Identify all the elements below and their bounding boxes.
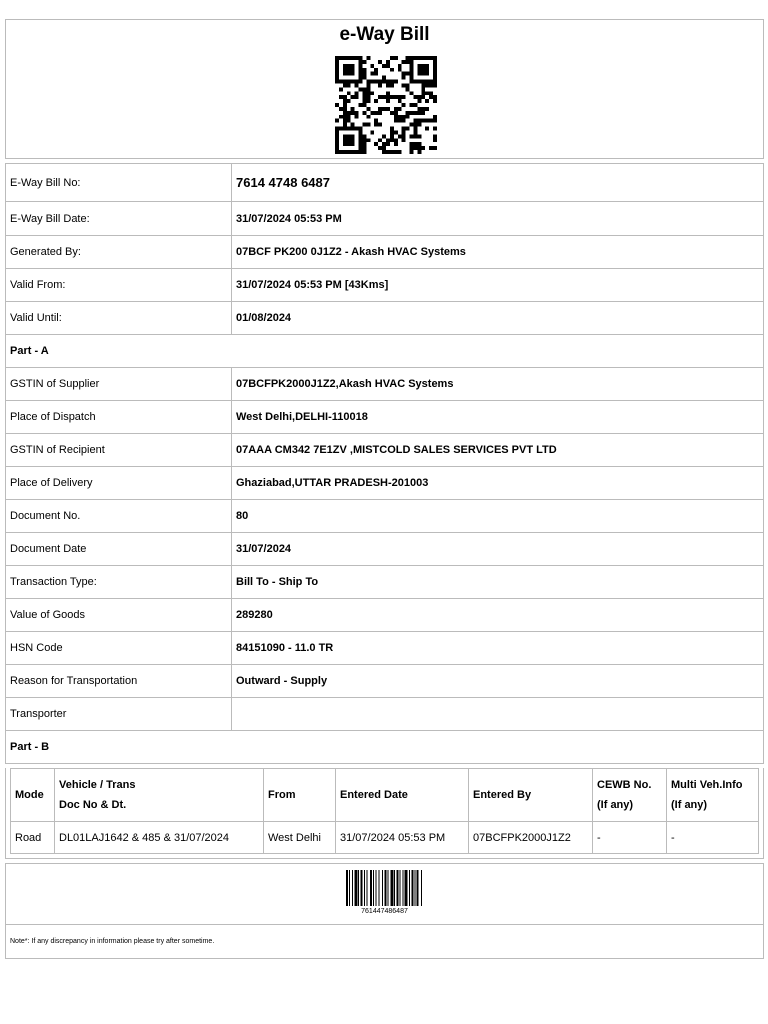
qr-code <box>334 56 438 154</box>
row-eway-bill-no <box>6 164 763 202</box>
header-section <box>5 19 764 159</box>
row-part-a <box>6 368 763 401</box>
value: 01/08/2024 <box>236 312 292 324</box>
barcode-number: 761447486487 <box>361 908 408 915</box>
label: GSTIN of Recipient <box>6 434 232 466</box>
label: Transaction Type: <box>6 566 232 598</box>
value: Outward - Supply <box>236 675 328 687</box>
value: 84151090 - 11.0 TR <box>236 642 334 654</box>
part-a-heading <box>6 335 763 368</box>
label: Place of Delivery <box>6 467 232 499</box>
row-generated-by <box>6 236 763 269</box>
td-from: West Delhi <box>264 822 336 854</box>
value: 07AAA CM342 7E1ZV ,MISTCOLD SALES SERVICES PVT LTD <box>236 444 557 456</box>
details-table <box>5 163 764 764</box>
barcode <box>346 870 426 906</box>
part-b-heading <box>6 731 763 764</box>
td-cewb: - <box>593 822 667 854</box>
th-entered-date: Entered Date <box>336 769 469 822</box>
label: Place of Dispatch <box>6 401 232 433</box>
th-multi-line2: (If any) <box>671 799 708 811</box>
label: Valid Until: <box>6 302 232 334</box>
vehicle-table-row <box>11 822 759 854</box>
row-part-a <box>6 533 763 566</box>
vehicle-table-header <box>11 769 759 822</box>
value: 31/07/2024 <box>236 543 292 555</box>
row-eway-bill-date <box>6 202 763 236</box>
th-multi-line1: Multi Veh.Info <box>671 779 743 791</box>
value <box>232 698 763 730</box>
label: E-Way Bill Date: <box>6 202 232 235</box>
barcode-section <box>5 863 764 925</box>
value: 07BCF PK200 0J1Z2 - Akash HVAC Systems <box>236 246 466 258</box>
note: Note*: If any discrepancy in information please try after sometime. <box>5 925 764 959</box>
th-cewb <box>593 769 667 822</box>
row-part-a <box>6 434 763 467</box>
section-heading: Part - B <box>10 741 50 753</box>
value: 7614 4748 6487 <box>236 175 330 190</box>
label: HSN Code <box>6 632 232 664</box>
row-valid-from <box>6 269 763 302</box>
th-vehicle-line1: Vehicle / Trans <box>59 779 136 791</box>
label: Value of Goods <box>6 599 232 631</box>
label: E-Way Bill No: <box>6 164 232 201</box>
th-mode: Mode <box>11 769 55 822</box>
value: 07BCFPK2000J1Z2,Akash HVAC Systems <box>236 378 454 390</box>
label: Document No. <box>6 500 232 532</box>
label: Document Date <box>6 533 232 565</box>
td-multi-veh: - <box>667 822 759 854</box>
value: 80 <box>236 510 249 522</box>
row-part-a <box>6 500 763 533</box>
row-part-a <box>6 632 763 665</box>
document-title: e-Way Bill <box>339 24 430 45</box>
value: Bill To - Ship To <box>236 576 319 588</box>
td-entered-date: 31/07/2024 05:53 PM <box>336 822 469 854</box>
row-part-a <box>6 698 763 731</box>
label: GSTIN of Supplier <box>6 368 232 400</box>
th-multi-veh <box>667 769 759 822</box>
th-vehicle <box>55 769 264 822</box>
value: 31/07/2024 05:53 PM [43Kms] <box>236 279 389 291</box>
th-cewb-line2: (If any) <box>597 799 634 811</box>
th-cewb-line1: CEWB No. <box>597 779 652 791</box>
row-valid-until <box>6 302 763 335</box>
vehicle-table <box>10 768 759 854</box>
value: 289280 <box>236 609 273 621</box>
eway-bill-document <box>5 19 764 959</box>
label: Valid From: <box>6 269 232 301</box>
th-vehicle-line2: Doc No & Dt. <box>59 799 127 811</box>
row-part-a <box>6 566 763 599</box>
value: West Delhi,DELHI-110018 <box>236 411 368 423</box>
value: 31/07/2024 05:53 PM <box>236 212 342 225</box>
td-mode: Road <box>11 822 55 854</box>
td-vehicle: DL01LAJ1642 & 485 & 31/07/2024 <box>55 822 264 854</box>
label: Transporter <box>6 698 232 730</box>
label: Reason for Transportation <box>6 665 232 697</box>
row-part-a <box>6 665 763 698</box>
row-part-a <box>6 599 763 632</box>
row-part-a <box>6 467 763 500</box>
label: Generated By: <box>6 236 232 268</box>
th-entered-by: Entered By <box>469 769 593 822</box>
part-b-section <box>5 768 764 859</box>
value: Ghaziabad,UTTAR PRADESH-201003 <box>236 477 429 489</box>
row-part-a <box>6 401 763 434</box>
td-entered-by: 07BCFPK2000J1Z2 <box>469 822 593 854</box>
section-heading: Part - A <box>10 345 49 357</box>
th-from: From <box>264 769 336 822</box>
